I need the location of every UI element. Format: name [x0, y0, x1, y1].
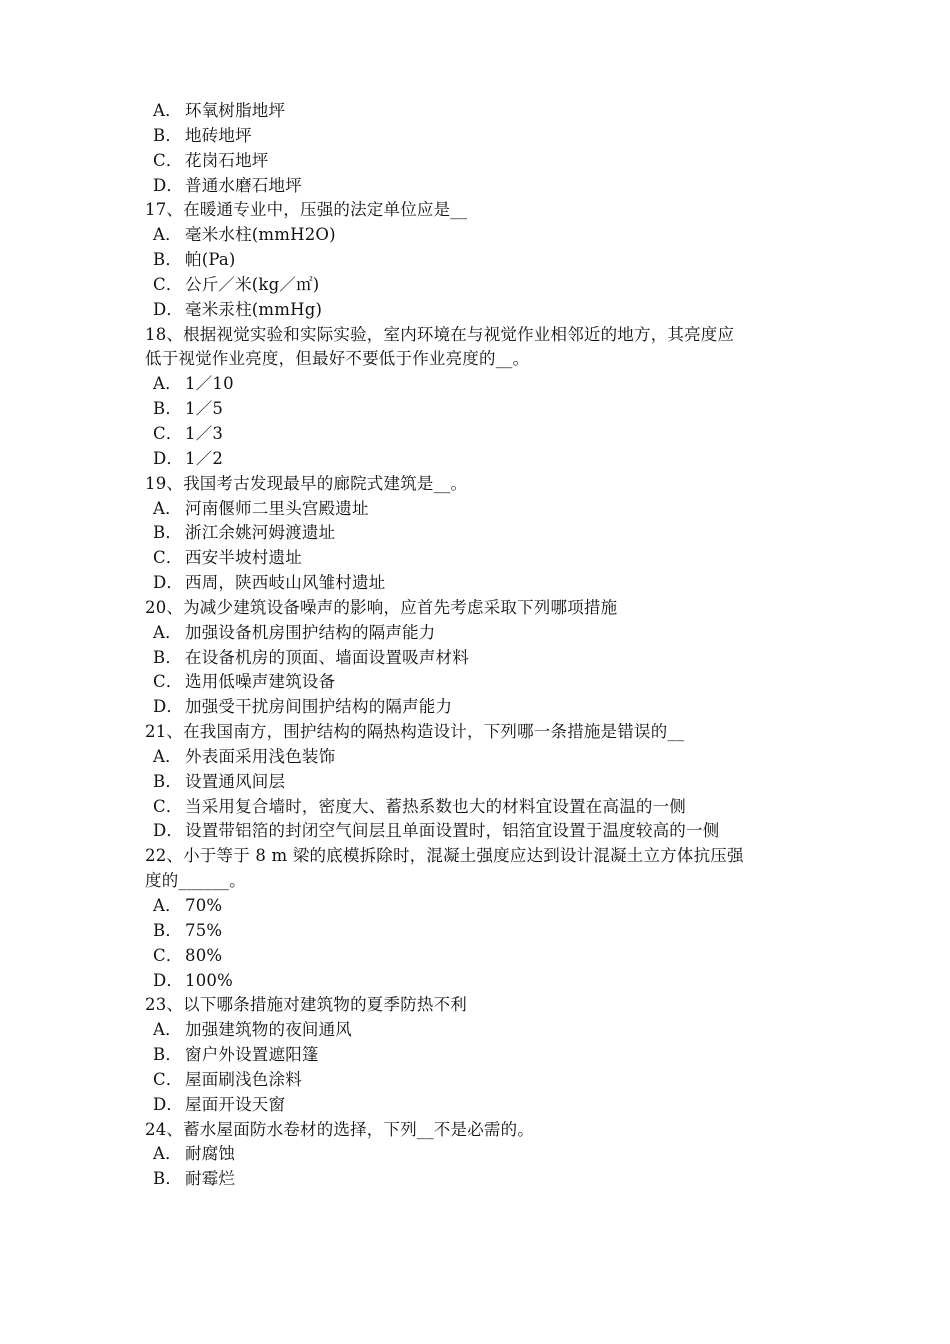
- option-letter: A．: [153, 622, 182, 642]
- option-text: 1／10: [185, 374, 234, 394]
- option-letter: D．: [153, 821, 184, 841]
- answer-option: [145, 298, 810, 323]
- option-text: 公斤／米(kg／㎡): [185, 274, 320, 294]
- answer-option: [145, 99, 810, 124]
- question-text-line: 度的______。: [145, 871, 246, 891]
- option-text: 花岗石地坪: [185, 150, 269, 170]
- option-text: 河南偃师二里头宫殿遗址: [185, 498, 369, 518]
- answer-option: [145, 248, 810, 273]
- question-text-line: 18、根据视觉实验和实际实验，室内环境在与视觉作业相邻近的地方，其亮度应: [145, 324, 735, 344]
- answer-option: [145, 795, 810, 820]
- option-letter: A．: [153, 374, 182, 394]
- answer-option: [145, 819, 810, 844]
- option-text: 设置带铝箔的封闭空气间层且单面设置时，铝箔宜设置于温度较高的一侧: [185, 821, 720, 841]
- option-text: 70%: [185, 896, 223, 915]
- option-text: 加强受干扰房间围护结构的隔声能力: [185, 697, 453, 717]
- option-letter: D．: [153, 573, 184, 593]
- option-letter: C．: [153, 672, 183, 692]
- option-letter: A．: [153, 225, 182, 245]
- option-letter: D．: [153, 448, 184, 468]
- answer-option: [145, 447, 810, 472]
- option-text: 普通水磨石地坪: [185, 175, 302, 195]
- answer-option: [145, 124, 810, 149]
- option-text: 环氧树脂地坪: [185, 101, 286, 120]
- question-text-line: 19、我国考古发现最早的廊院式建筑是__。: [145, 473, 468, 493]
- answer-option: [145, 571, 810, 596]
- answer-option: [145, 1142, 810, 1167]
- option-letter: D．: [153, 1094, 184, 1114]
- question-text-line: 23、以下哪条措施对建筑物的夏季防热不利: [145, 995, 467, 1015]
- option-text: 选用低噪声建筑设备: [185, 672, 336, 692]
- option-letter: B．: [153, 1045, 183, 1065]
- option-text: 耐霉烂: [185, 1169, 236, 1189]
- option-text: 加强建筑物的夜间通风: [185, 1020, 352, 1040]
- option-letter: C．: [153, 150, 183, 170]
- option-text: 西安半坡村遗址: [185, 548, 302, 568]
- option-text: 窗户外设置遮阳篷: [185, 1045, 319, 1065]
- option-letter: B．: [153, 647, 183, 667]
- answer-option: [145, 174, 810, 199]
- option-letter: B．: [153, 523, 183, 543]
- option-text: 毫米汞柱(mmHg): [185, 299, 323, 319]
- option-text: 帕(Pa): [185, 250, 236, 270]
- option-letter: B．: [153, 250, 183, 270]
- option-letter: D．: [153, 299, 184, 319]
- option-letter: B．: [153, 771, 183, 791]
- answer-option: [145, 695, 810, 720]
- answer-option: [145, 223, 810, 248]
- answer-option: [145, 422, 810, 447]
- option-text: 在设备机房的顶面、墙面设置吸声材料: [185, 647, 469, 667]
- answer-option: [145, 1043, 810, 1068]
- answer-option: [145, 273, 810, 298]
- question-text-line: 24、蓄水屋面防水卷材的选择，下列__不是必需的。: [145, 1119, 534, 1139]
- option-text: 西周，陕西岐山风雏村遗址: [185, 573, 386, 593]
- option-letter: A．: [153, 1020, 182, 1040]
- option-letter: A．: [153, 101, 182, 120]
- option-letter: B．: [153, 920, 183, 940]
- option-text: 屋面开设天窗: [185, 1094, 286, 1114]
- answer-option: [145, 919, 810, 944]
- answer-option: [145, 546, 810, 571]
- answer-option: [145, 521, 810, 546]
- answer-option: [145, 646, 810, 671]
- option-text: 75%: [185, 920, 223, 940]
- option-letter: A．: [153, 498, 182, 518]
- answer-option: [145, 770, 810, 795]
- option-letter: A．: [153, 746, 182, 766]
- option-letter: A．: [153, 1144, 182, 1164]
- option-letter: C．: [153, 274, 183, 294]
- question-text-line: 低于视觉作业亮度，但最好不要低于作业亮度的__。: [145, 349, 530, 369]
- option-letter: B．: [153, 1169, 183, 1189]
- question-text-line: 21、在我国南方，围护结构的隔热构造设计，下列哪一条措施是错误的__: [145, 722, 685, 742]
- answer-option: [145, 497, 810, 522]
- answer-option: [145, 944, 810, 969]
- option-text: 设置通风间层: [185, 771, 286, 791]
- question-text-line: 17、在暖通专业中，压强的法定单位应是__: [145, 200, 468, 220]
- option-letter: D．: [153, 697, 184, 717]
- question-text-line: 22、小于等于 8 m 梁的底模拆除时，混凝土强度应达到设计混凝土立方体抗压强: [145, 846, 744, 866]
- answer-option: [145, 894, 810, 919]
- answer-option: [145, 621, 810, 646]
- option-text: 外表面采用浅色装饰: [185, 746, 336, 766]
- option-text: 1／2: [185, 448, 224, 468]
- option-text: 1／3: [185, 423, 224, 443]
- option-text: 当采用复合墙时，密度大、蓄热系数也大的材料宜设置在高温的一侧: [185, 796, 686, 816]
- option-letter: C．: [153, 945, 183, 965]
- option-text: 1／5: [185, 399, 224, 419]
- option-text: 地砖地坪: [185, 125, 252, 145]
- option-letter: C．: [153, 423, 183, 443]
- option-letter: C．: [153, 548, 183, 568]
- option-text: 加强设备机房围护结构的隔声能力: [185, 622, 436, 642]
- option-text: 80%: [185, 945, 223, 965]
- answer-option: [145, 670, 810, 695]
- option-letter: B．: [153, 125, 183, 145]
- answer-option: [145, 397, 810, 422]
- option-letter: B．: [153, 399, 183, 419]
- option-letter: C．: [153, 796, 183, 816]
- option-letter: D．: [153, 970, 184, 990]
- option-text: 屋面刷浅色涂料: [185, 1069, 302, 1089]
- exam-question-list: [145, 99, 810, 1192]
- option-text: 耐腐蚀: [185, 1144, 236, 1164]
- option-letter: D．: [153, 175, 184, 195]
- option-letter: C．: [153, 1069, 183, 1089]
- question-text-line: 20、为减少建筑设备噪声的影响，应首先考虑采取下列哪项措施: [145, 597, 618, 617]
- answer-option: [145, 149, 810, 174]
- option-text: 毫米水柱(mmH2O): [185, 225, 336, 245]
- option-text: 浙江余姚河姆渡遗址: [185, 523, 336, 543]
- answer-option: [145, 1018, 810, 1043]
- answer-option: [145, 745, 810, 770]
- answer-option: [145, 372, 810, 397]
- option-text: 100%: [185, 970, 233, 990]
- answer-option: [145, 1068, 810, 1093]
- answer-option: [145, 1167, 810, 1192]
- answer-option: [145, 1093, 810, 1118]
- answer-option: [145, 969, 810, 994]
- option-letter: A．: [153, 896, 182, 915]
